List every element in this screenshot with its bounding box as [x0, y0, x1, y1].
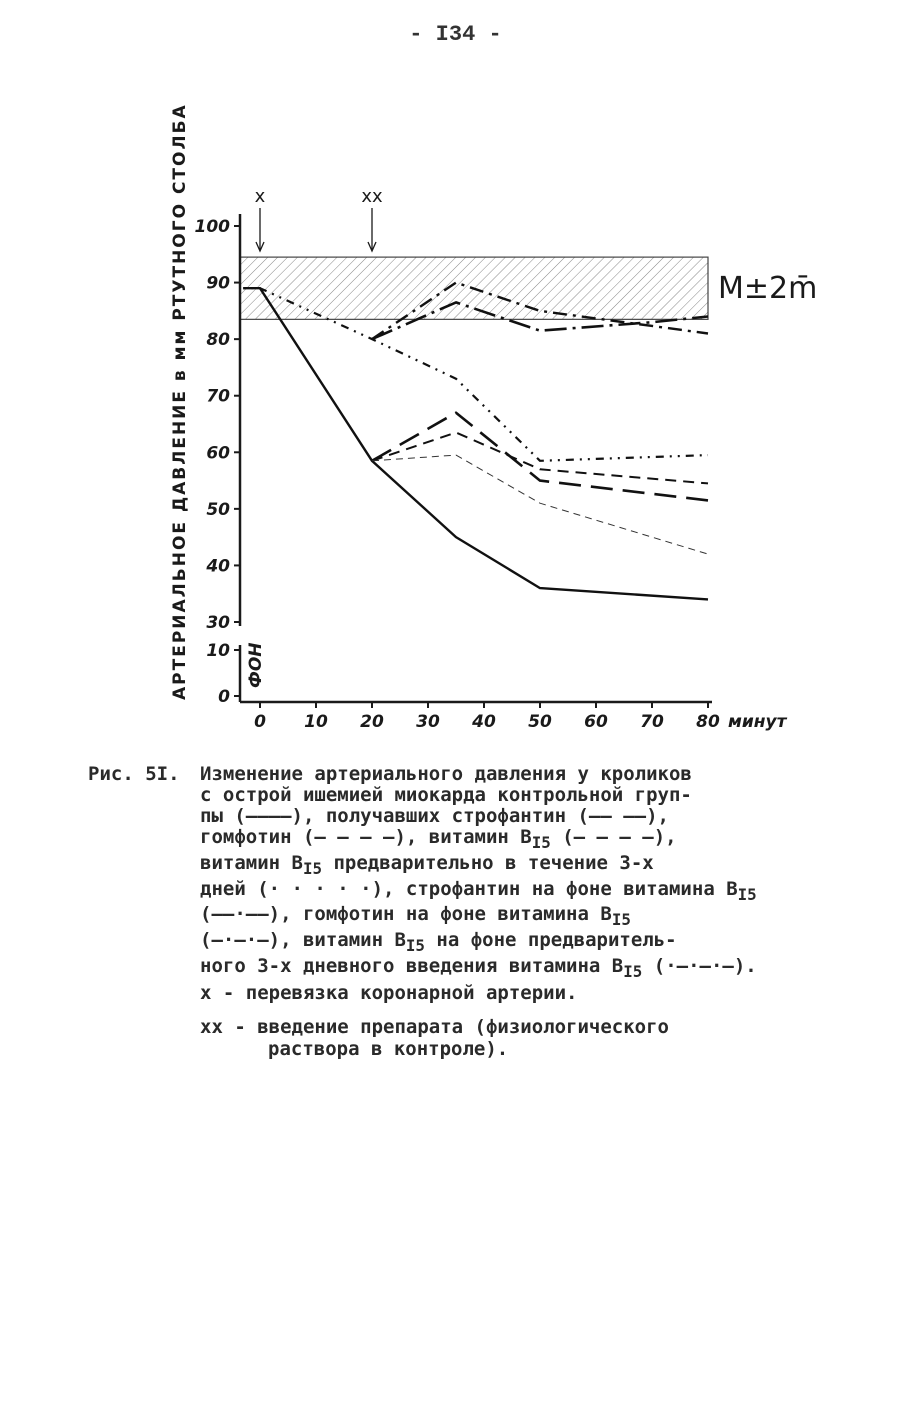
series-line-dash — [372, 433, 708, 484]
caption-lead: Рис. 5I. — [88, 763, 180, 785]
x-tick-label: 50 — [528, 712, 552, 732]
y-tick-label: 70 — [206, 386, 230, 407]
event-marker-label: xx — [361, 186, 383, 207]
series-layer — [243, 283, 708, 600]
x-tick-label: 70 — [640, 712, 664, 732]
y-tick-label: 90 — [206, 273, 230, 294]
y-tick-label: 60 — [206, 443, 230, 464]
y-tick-label: 0 — [218, 687, 230, 707]
x-tick-label: 80 — [696, 712, 720, 732]
x-tick-label: 30 — [416, 712, 440, 732]
x-tick-label: 40 — [472, 712, 496, 732]
x-tick-label: 0 — [254, 712, 266, 732]
y-tick-label: 80 — [206, 330, 230, 351]
y-tick-label: 100 — [194, 217, 230, 237]
y-tick-label: 40 — [206, 556, 230, 577]
event-marker-label: x — [254, 186, 266, 207]
marker-layer — [255, 186, 383, 251]
figure-caption — [88, 763, 868, 981]
x-axis-label: минут — [728, 712, 787, 732]
y-tick-label: 10 — [206, 641, 230, 661]
x-tick-label: 10 — [304, 712, 328, 732]
x-tick-label: 60 — [584, 712, 608, 732]
series-line-solid — [243, 288, 708, 599]
note-ligation: x - перевязка коронарной артерии. — [200, 982, 578, 1004]
note-injection: xx - введение препарата (физиологического раствора в контроле). — [200, 1016, 669, 1060]
background-label: ФОН — [246, 642, 266, 688]
y-axis-label: АРТЕРИАЛЬНОЕ ДАВЛЕНИЕ в мм РТУТНОГО СТОЛБА — [170, 103, 190, 700]
figure-notes — [200, 982, 820, 1072]
page-number: - I34 - — [409, 22, 502, 47]
band-layer — [240, 257, 817, 319]
y-tick-label: 30 — [206, 613, 230, 633]
x-tick-label: 20 — [360, 712, 384, 732]
caption-text: Изменение артериального давления у кроликов с острой ишемией миокарда контрольной груп- пы (————), получавших строфантин (—— ——), гомфотин (— — — —), витамин $B_{I5}$ (— — — —), витамин $B_{I5}$ предварительно в течение 3-х дней (· · · · ·), строфантин на фоне витамина $B_{I5}$ (——·——), гомфотин на фоне витамина $B_{I5}$ (—·—·—), витамин $B_{I5}$ на фоне предваритель- ного 3-х дневного введения витамина $B_{I5}$ (·—·—·—). — [200, 763, 757, 981]
y-tick-label: 50 — [206, 499, 230, 520]
band-label: M±2m̄ — [718, 271, 818, 307]
